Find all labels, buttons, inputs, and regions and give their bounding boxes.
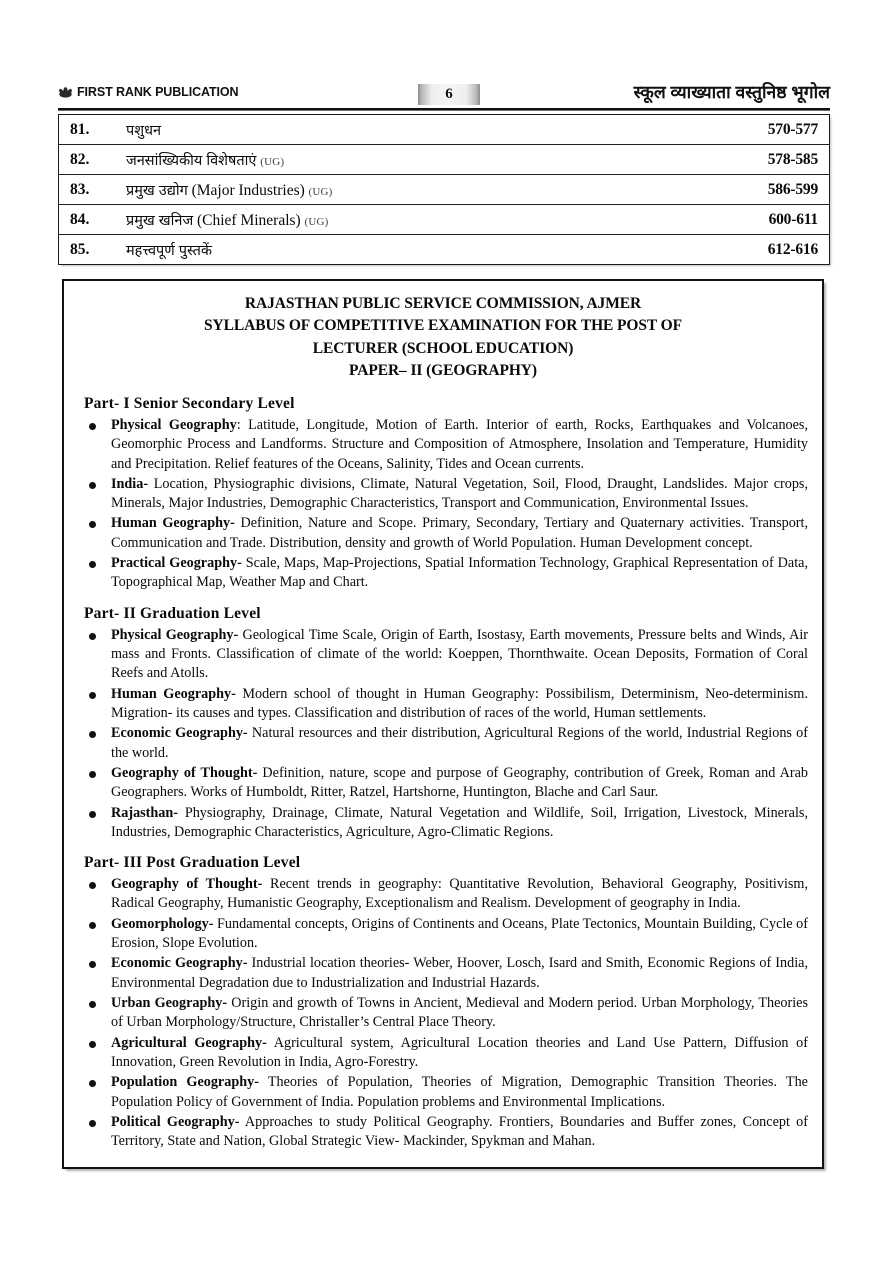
- chapter-title-english: (Major Industries): [191, 181, 305, 199]
- item-term: Political Geography-: [111, 1113, 240, 1130]
- chapter-title-hindi: प्रमुख उद्योग: [126, 182, 188, 199]
- item-term: Population Geography-: [111, 1074, 259, 1091]
- row-chapter-title: [126, 115, 722, 145]
- item-description: Recent trends in geography: Quantitative Revolution, Behavioral Geography, Positivism, Radical Geography, Humanistic Geography, Exceptionalism and Realism. Development of geography in India.: [111, 876, 808, 912]
- chapter-title-hindi: पशुधन: [126, 122, 162, 139]
- item-description: Industrial location theories- Weber, Hoover, Losch, Isard and Smith, Economic Regions of India, Environmental Degradation due to Industrialization and Industrial Hazards.: [111, 955, 809, 991]
- row-page-range: 570-577: [722, 115, 829, 145]
- row-serial-number: 85.: [70, 240, 90, 258]
- item-term: Physical Geography: [111, 416, 237, 433]
- item-term: Practical Geography-: [111, 555, 242, 572]
- list-item: [78, 685, 808, 724]
- row-chapter-title: [126, 205, 722, 235]
- row-serial-number: 84.: [59, 205, 126, 235]
- page-number: 6: [445, 86, 453, 102]
- part-heading: Part- I Senior Secondary Level: [84, 394, 295, 412]
- table-row: [59, 175, 829, 205]
- item-term: Economic Geography-: [111, 725, 248, 742]
- item-description: Approaches to study Political Geography. Frontiers, Boundaries and Buffer zones, Concept of Territory, State and Nation, Global Strategic View- Mackinder, Spykman and Mahan.: [111, 1113, 808, 1150]
- lotus-emblem-icon: [58, 85, 73, 99]
- item-description: Theories of Population, Theories of Migration, Demographic Transition Theories. The Population Policy of Government of India. Population problems and Environmental Implications.: [111, 1074, 808, 1110]
- list-item: [78, 994, 808, 1033]
- list-item: [78, 514, 808, 553]
- list-item: [78, 954, 808, 993]
- item-description: : Latitude, Longitude, Motion of Earth. Interior of earth, Rocks, Earthquakes and Volcanoes, Geomorphic Process and Landforms. Structure and Composition of Atmosphere, Insolation and Temperature, Humidity and Precipitation. Relief features of the Oceans, Salinity, Tides and Ocean currents.: [111, 416, 808, 472]
- contents-table-body: [59, 115, 829, 264]
- part-item-list: [78, 626, 808, 842]
- page-number-box: [418, 84, 480, 105]
- chapter-title-hindi: प्रमुख खनिज: [126, 212, 194, 229]
- table-row: [59, 235, 829, 265]
- syllabus-title: [78, 293, 808, 383]
- item-description: Origin and growth of Towns in Ancient, Medieval and Modern period. Urban Morphology, Theories of Urban Morphology/Structure, Christaller’s Central Place Theory.: [111, 995, 808, 1031]
- row-serial-number: 83.: [59, 175, 126, 205]
- list-item: [78, 875, 808, 914]
- row-serial-number: 82.: [59, 145, 126, 175]
- level-tag-ug: (UG): [308, 185, 333, 198]
- item-term: Rajasthan-: [111, 804, 179, 821]
- row-serial-number: 81.: [59, 115, 126, 145]
- list-item: [78, 1073, 808, 1112]
- item-description: Fundamental concepts, Origins of Continents and Oceans, Plate Tectonics, Mountain Building, Cycle of Erosion, Slope Evolution.: [111, 915, 808, 952]
- item-term: Geography of Thought-: [111, 876, 263, 893]
- running-header: [58, 84, 830, 108]
- row-page-range: 578-585: [722, 145, 829, 175]
- row-page-range: 600-611: [722, 205, 829, 235]
- row-chapter-title: [126, 145, 722, 175]
- item-term: Human Geography-: [111, 515, 235, 532]
- list-item: [78, 1034, 808, 1073]
- item-term: Agricultural Geography-: [111, 1034, 267, 1051]
- row-chapter-title: [126, 175, 722, 205]
- contents-table: [58, 114, 830, 265]
- syllabus-title-line: RAJASTHAN PUBLIC SERVICE COMMISSION, AJMER: [244, 295, 642, 312]
- level-tag-ug: (UG): [304, 215, 329, 228]
- item-description: Natural resources and their distribution, Agricultural Regions of the world, Industrial Regions of the world.: [111, 725, 808, 761]
- part-heading: Part- III Post Graduation Level: [84, 854, 301, 872]
- list-item: [78, 1113, 808, 1152]
- publisher-block: [58, 85, 238, 99]
- row-page-range: 586-599: [722, 175, 829, 205]
- row-page-range: 612-616: [767, 240, 818, 258]
- item-term: Geomorphology-: [111, 915, 214, 932]
- part-heading: Part- II Graduation Level: [84, 604, 261, 622]
- part-item-list: [78, 416, 808, 593]
- level-tag-ug: (UG): [260, 155, 285, 168]
- item-description: Definition, Nature and Scope. Primary, Secondary, Tertiary and Quaternary activities. Transport, Communication and Trade. Distribution, density and growth of World Population. Human Development concept.: [111, 515, 808, 551]
- book-title: स्कूल व्याख्याता वस्तुनिष्ठ भूगोल: [633, 82, 830, 102]
- item-description: Agricultural system, Agricultural Location theories and Land Use Pattern, Diffusion of Innovation, Green Revolution in India, Agro-Forestry.: [111, 1034, 808, 1070]
- part-item-list: [78, 875, 808, 1151]
- table-row: [59, 205, 829, 235]
- list-item: [78, 724, 808, 763]
- list-item: [78, 915, 808, 954]
- list-item: [78, 626, 808, 684]
- chapter-title-hindi: जनसांख्यिकीय विशेषताएं: [126, 152, 257, 169]
- item-description: Physiography, Drainage, Climate, Natural Vegetation and Wildlife, Soil, Irrigation, Livestock, Minerals, Industries, Demographic Characteristics, Agriculture, Agro-Climatic Regions.: [111, 804, 808, 840]
- item-description: Location, Physiographic divisions, Climate, Natural Vegetation, Soil, Flood, Draught, Landslides. Major crops, Minerals, Major Industries, Demographic Characteristics, Transport and Communication, Environmental Issues.: [111, 475, 808, 512]
- row-chapter-title: [126, 235, 722, 265]
- list-item: [78, 475, 808, 514]
- list-item: [78, 554, 808, 593]
- syllabus-title-line: LECTURER (SCHOOL EDUCATION): [312, 339, 574, 357]
- syllabus-title-line: SYLLABUS OF COMPETITIVE EXAMINATION FOR THE POST OF: [204, 317, 682, 335]
- item-term: Economic Geography-: [111, 955, 248, 972]
- syllabus-title-line: PAPER– II (GEOGRAPHY): [349, 362, 537, 380]
- header-divider: [58, 108, 830, 111]
- list-item: [78, 804, 808, 843]
- item-description: Scale, Maps, Map-Projections, Spatial Information Technology, Graphical Representation of Data, Topographical Map, Weather Map and Chart.: [111, 555, 808, 591]
- chapter-title-english: (Chief Minerals): [196, 211, 301, 229]
- chapter-title-hindi: महत्त्वपूर्ण पुस्तकें: [126, 242, 213, 259]
- item-term: Human Geography-: [111, 685, 236, 702]
- item-description: Geological Time Scale, Origin of Earth, Isostasy, Earth movements, Pressure belts and Winds, Air mass and Fronts. Classification of climate of the world: Koeppen, Thornthwaite. Ocean Deposits, Formation of Coral Reefs and Atolls.: [111, 626, 808, 682]
- table-row: [59, 115, 829, 145]
- item-term: Physical Geography-: [111, 626, 239, 643]
- item-term: India-: [111, 475, 149, 492]
- table-row: [59, 145, 829, 175]
- syllabus-parts: [78, 395, 808, 1152]
- item-description: Modern school of thought in Human Geography: Possibilism, Determinism, Neo-determinism. Migration- its causes and types. Classification and distribution of races of the world, Human settlements.: [111, 685, 808, 721]
- syllabus-box: [62, 279, 824, 1169]
- list-item: [78, 416, 808, 474]
- item-term: Urban Geography-: [111, 995, 228, 1011]
- item-description: Definition, nature, scope and purpose of Geography, contribution of Greek, Roman and Arab Geographers. Works of Humboldt, Ritter, Ratzel, Hartshorne, Huntington, Blache and Carl Saur.: [111, 764, 808, 801]
- publisher-name: FIRST RANK PUBLICATION: [77, 85, 239, 99]
- item-term: Geography of Thought-: [111, 764, 258, 781]
- list-item: [78, 764, 808, 803]
